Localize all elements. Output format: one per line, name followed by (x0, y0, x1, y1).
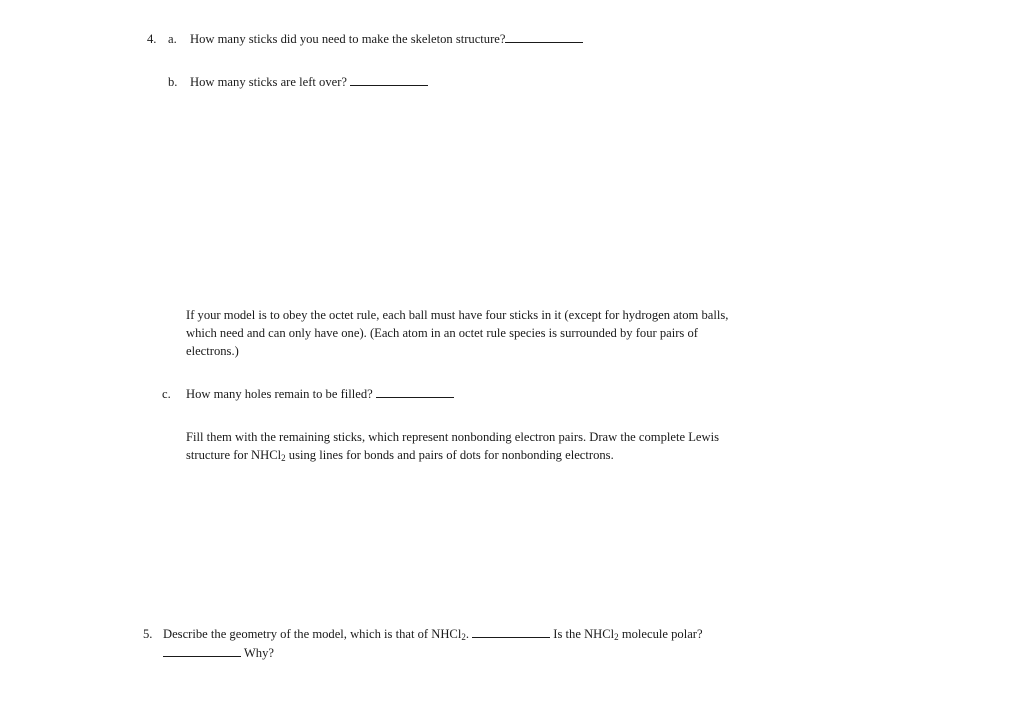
question-5-subscript2: 2 (614, 632, 619, 642)
lewis-structure-instructions (186, 428, 752, 464)
octet-rule-paragraph: If your model is to obey the octet rule, each ball must have four sticks in it (except for hydrogen atom balls, which need and can only have one). (Each atom in an octet rule species is surrounded by four pairs of electrons.) (186, 308, 729, 358)
question-4c (186, 385, 454, 403)
instructions-text-part2: using lines for bonds and pairs of dots for nonbonding electrons. (285, 448, 614, 462)
question-5-number: 5. (143, 627, 153, 641)
answer-blank-4b[interactable] (350, 73, 428, 86)
question-5-text1: Describe the geometry of the model, which is that of NHCl (163, 627, 462, 641)
question-5-text4: molecule polar? (618, 627, 703, 641)
question-5-line2 (163, 644, 274, 662)
question-4a (190, 30, 583, 48)
answer-blank-5-geometry[interactable] (472, 625, 550, 638)
question-5-subscript1: 2 (461, 632, 466, 642)
question-4b (190, 73, 428, 91)
answer-blank-4a[interactable] (505, 30, 583, 43)
answer-blank-5-polar[interactable] (163, 644, 241, 657)
question-4-number: 4. (147, 32, 157, 46)
question-4b-letter: b. (168, 75, 178, 89)
question-4b-text: How many sticks are left over? (190, 75, 348, 89)
question-5-why: Why? (243, 646, 274, 660)
question-5-line1 (163, 625, 703, 643)
question-4c-letter: c. (162, 387, 171, 401)
question-4a-text: How many sticks did you need to make the skeleton structure? (190, 32, 506, 46)
instructions-text-part1: Fill them with the remaining sticks, which represent nonbonding electron pairs. Draw the complete Lewis structure for NHCl (186, 430, 720, 462)
question-5-text3: Is the NHCl (553, 627, 615, 641)
question-4c-text: How many holes remain to be filled? (186, 387, 373, 401)
question-5-text2: . (465, 627, 469, 641)
answer-blank-4c[interactable] (376, 385, 454, 398)
question-4a-letter: a. (168, 32, 177, 46)
instructions-subscript: 2 (281, 453, 286, 463)
